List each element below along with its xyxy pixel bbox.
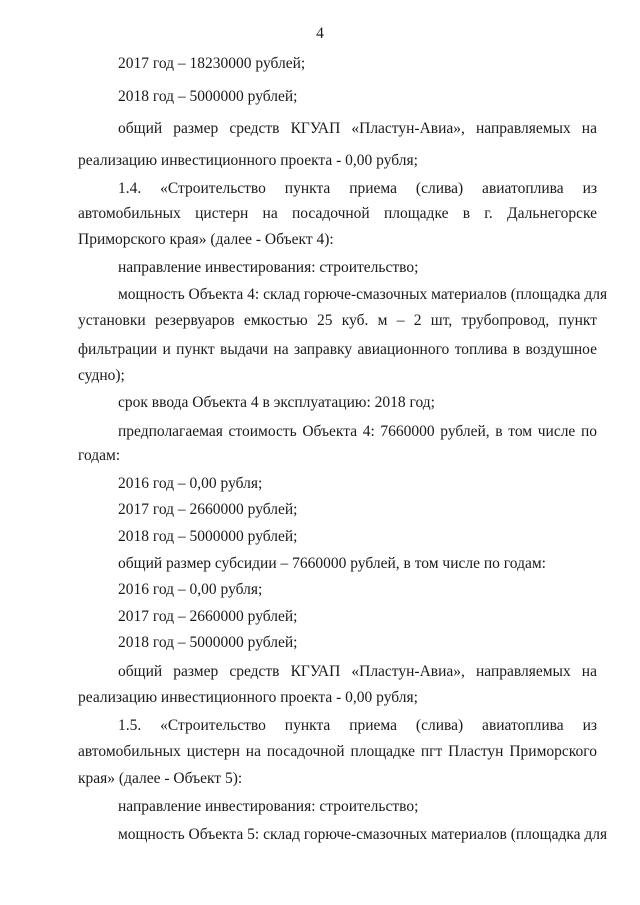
text-line: направление инвестирования: строительство;	[118, 798, 419, 815]
text-line: фильтрации и пункт выдачи на заправку авиационного топлива в воздушное	[78, 341, 597, 358]
text-line: автомобильных цистерн на посадочной площадке пгт Пластун Приморского	[78, 743, 597, 760]
page-number: 4	[316, 25, 324, 42]
text-line: реализацию инвестиционного проекта - 0,00 рубля;	[78, 152, 418, 169]
text-line: общий размер средств КГУАП «Пластун-Авиа», направляемых на	[118, 120, 597, 137]
text-line: 2017 год – 2660000 рублей;	[118, 501, 298, 518]
text-line: общий размер средств КГУАП «Пластун-Авиа», направляемых на	[118, 663, 597, 680]
text-line: автомобильных цистерн на посадочной площадке в г. Дальнегорске	[78, 205, 597, 222]
text-line: 1.5. «Строительство пункта приема (слива) авиатоплива из	[118, 717, 597, 734]
text-line: предполагаемая стоимость Объекта 4: 7660000 рублей, в том числе по	[118, 423, 597, 440]
text-line: 1.4. «Строительство пункта приема (слива) авиатоплива из	[118, 180, 597, 197]
text-line: годам:	[78, 447, 121, 464]
text-line: 2018 год – 5000000 рублей;	[118, 528, 298, 545]
text-line: Приморского края» (далее - Объект 4):	[78, 231, 334, 248]
text-line: мощность Объекта 4: склад горюче-смазочных материалов (площадка для	[118, 286, 608, 303]
text-line: 2016 год – 0,00 рубля;	[118, 581, 263, 598]
text-line: 2018 год – 5000000 рублей;	[118, 634, 298, 651]
text-line: общий размер субсидии – 7660000 рублей, в том числе по годам:	[118, 555, 546, 572]
text-line: срок ввода Объекта 4 в эксплуатацию: 2018 год;	[118, 394, 435, 411]
text-line: 2017 год – 2660000 рублей;	[118, 608, 298, 625]
text-line: края» (далее - Объект 5):	[78, 770, 243, 787]
text-line: мощность Объекта 5: склад горюче-смазочных материалов (площадка для	[118, 826, 608, 843]
text-line: направление инвестирования: строительство;	[118, 259, 419, 276]
text-line: судно);	[78, 367, 125, 384]
text-line: установки резервуаров емкостью 25 куб. м – 2 шт, трубопровод, пункт	[78, 312, 597, 329]
text-line: 2018 год – 5000000 рублей;	[118, 88, 298, 105]
text-line: реализацию инвестиционного проекта - 0,00 рубля;	[78, 689, 418, 706]
text-line: 2016 год – 0,00 рубля;	[118, 475, 263, 492]
text-line: 2017 год – 18230000 рублей;	[118, 55, 306, 72]
